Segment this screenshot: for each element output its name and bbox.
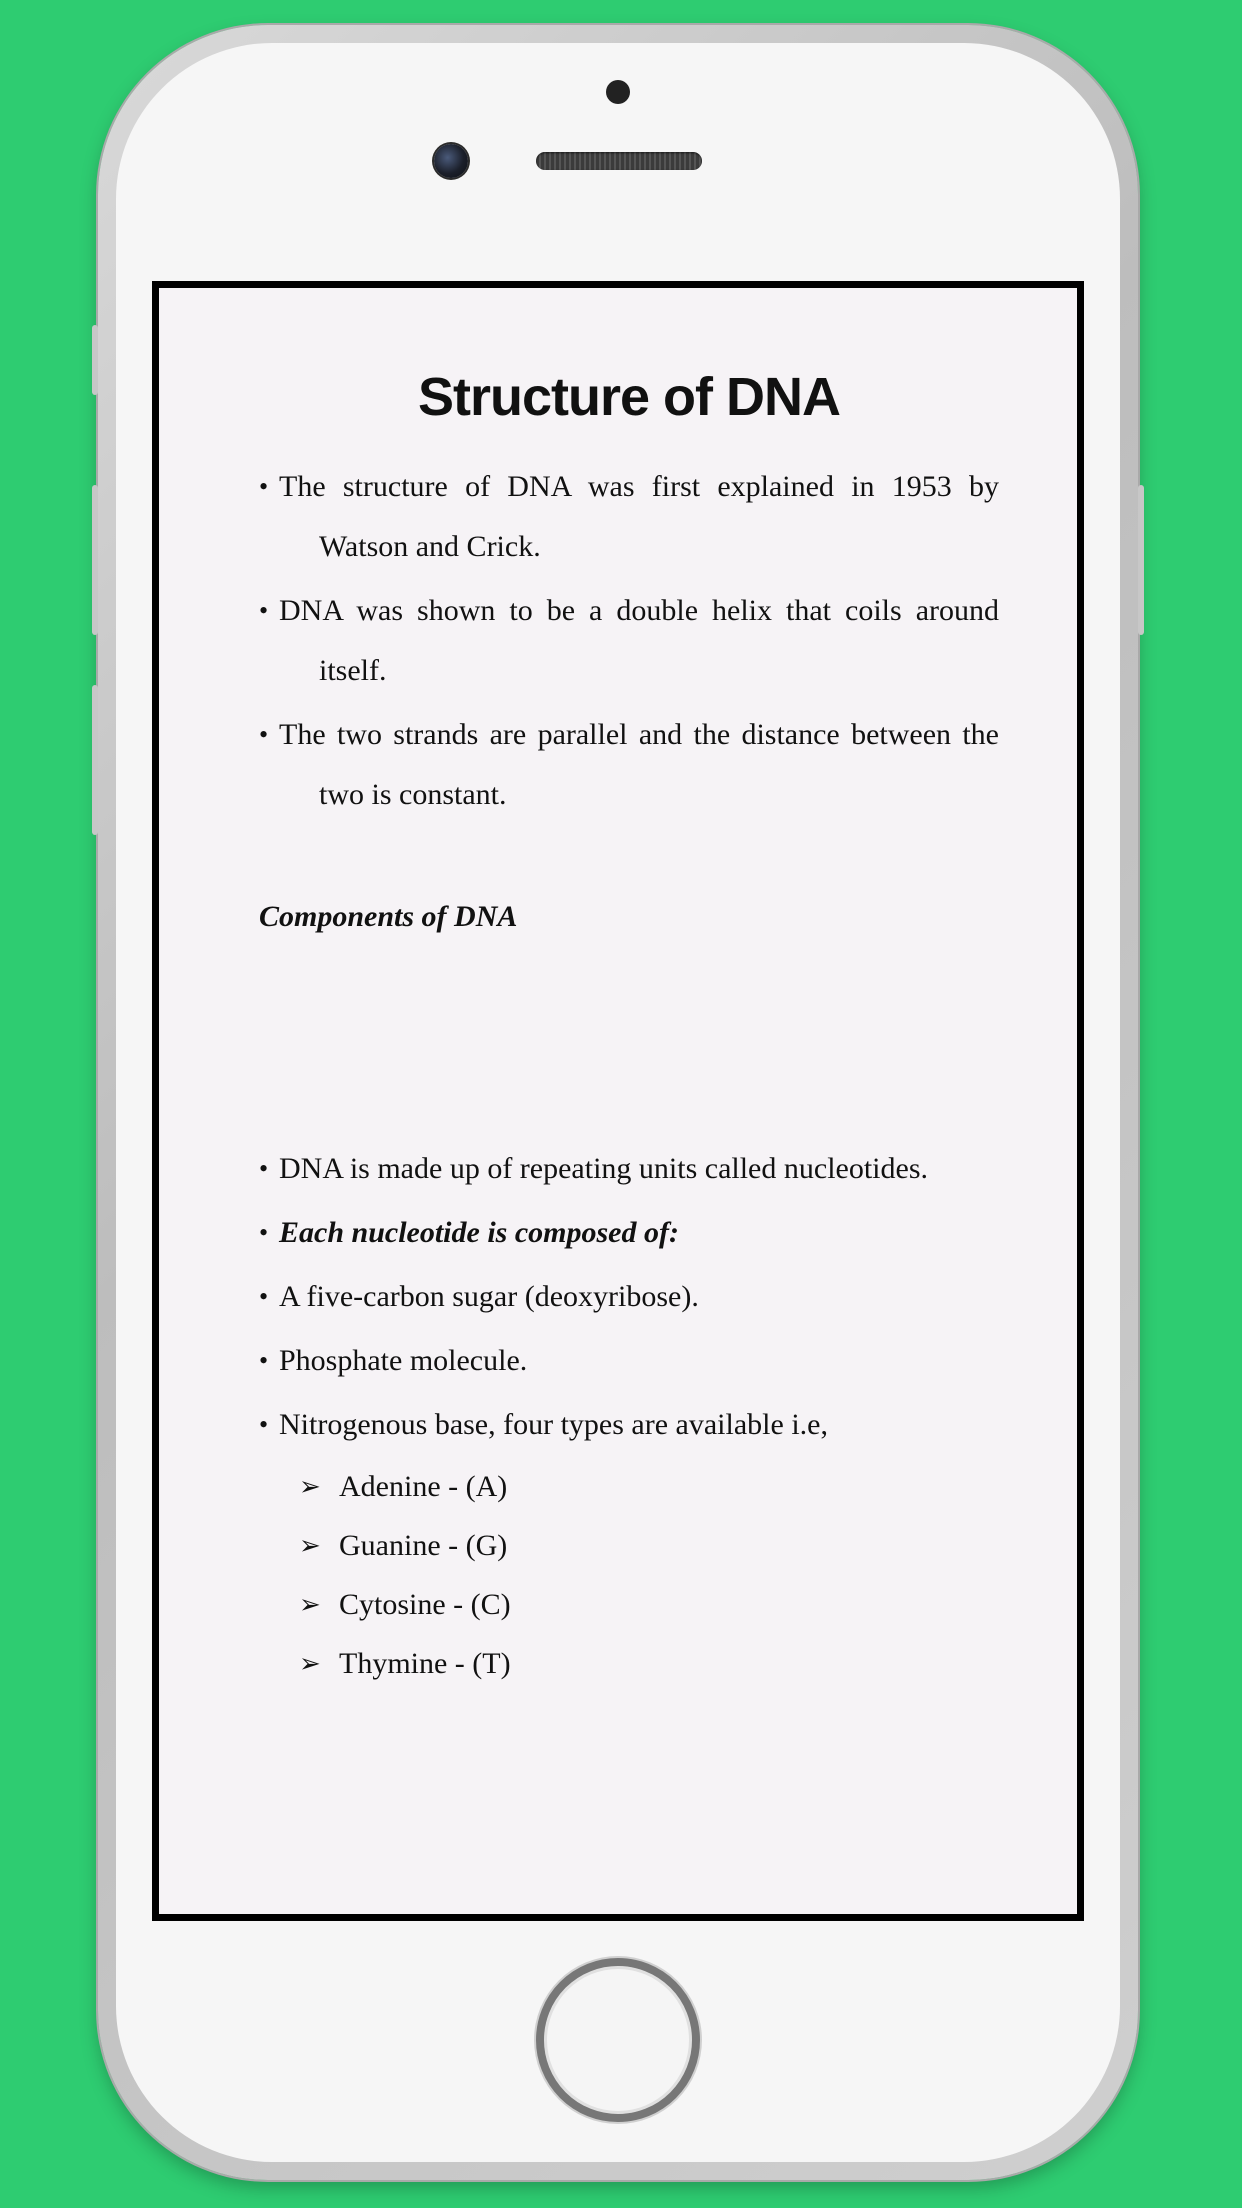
proximity-sensor-icon bbox=[606, 80, 630, 104]
sub-list-item-text: Cytosine - (C) bbox=[339, 1588, 511, 1622]
volume-up-button bbox=[92, 485, 98, 635]
silent-switch bbox=[92, 325, 98, 395]
section-heading: Components of DNA bbox=[259, 900, 518, 934]
power-button bbox=[1138, 485, 1144, 635]
home-button-icon[interactable] bbox=[536, 1958, 700, 2122]
list-item bbox=[259, 581, 999, 701]
bullet-icon: • bbox=[259, 1410, 269, 1440]
volume-down-button bbox=[92, 685, 98, 835]
list-item-text: A five-carbon sugar (deoxyribose). bbox=[279, 1280, 699, 1314]
sub-list-item bbox=[259, 1457, 999, 1516]
bullet-icon: • bbox=[259, 596, 269, 626]
list-item bbox=[259, 1265, 999, 1329]
bullet-icon: • bbox=[259, 1218, 269, 1248]
sub-list-item-text: Adenine - (A) bbox=[339, 1470, 508, 1504]
list-item bbox=[259, 1137, 999, 1201]
camera-icon bbox=[434, 144, 468, 178]
arrow-bullet-icon: ➢ bbox=[299, 1649, 321, 1679]
list-item-text: DNA was shown to be a double helix that coils around itself. bbox=[279, 594, 999, 688]
list-item bbox=[259, 457, 999, 577]
list-item bbox=[259, 705, 999, 825]
bullet-icon: • bbox=[259, 1282, 269, 1312]
sub-list-item bbox=[259, 1575, 999, 1634]
list-item-text: DNA is made up of repeating units called nucleotides. bbox=[279, 1152, 928, 1186]
bullet-icon: • bbox=[259, 1346, 269, 1376]
speaker-icon bbox=[536, 152, 702, 170]
sub-list-item-text: Thymine - (T) bbox=[339, 1647, 511, 1681]
page-title: Structure of DNA bbox=[417, 367, 840, 427]
list-item-text: Nitrogenous base, four types are available i.e, bbox=[279, 1408, 828, 1442]
bullet-icon: • bbox=[259, 720, 269, 750]
list-item-text: Phosphate molecule. bbox=[279, 1344, 528, 1378]
bullet-icon: • bbox=[259, 1154, 269, 1184]
list-item-text: Each nucleotide is composed of: bbox=[279, 1216, 679, 1250]
list-item bbox=[259, 1393, 999, 1457]
arrow-bullet-icon: ➢ bbox=[299, 1472, 321, 1502]
list-item bbox=[259, 1329, 999, 1393]
list-item-text: The two strands are parallel and the distance between the two is constant. bbox=[279, 718, 999, 812]
bullet-icon: • bbox=[259, 472, 269, 502]
sub-list-item-text: Guanine - (G) bbox=[339, 1529, 508, 1563]
components-list bbox=[259, 1137, 999, 1693]
document-page bbox=[259, 368, 999, 1693]
list-item-text: The structure of DNA was first explained in 1953 by Watson and Crick. bbox=[279, 470, 999, 564]
list-item bbox=[259, 1201, 999, 1265]
sub-list-item bbox=[259, 1516, 999, 1575]
app-screen bbox=[152, 281, 1084, 1921]
sub-list-item bbox=[259, 1634, 999, 1693]
arrow-bullet-icon: ➢ bbox=[299, 1590, 321, 1620]
arrow-bullet-icon: ➢ bbox=[299, 1531, 321, 1561]
